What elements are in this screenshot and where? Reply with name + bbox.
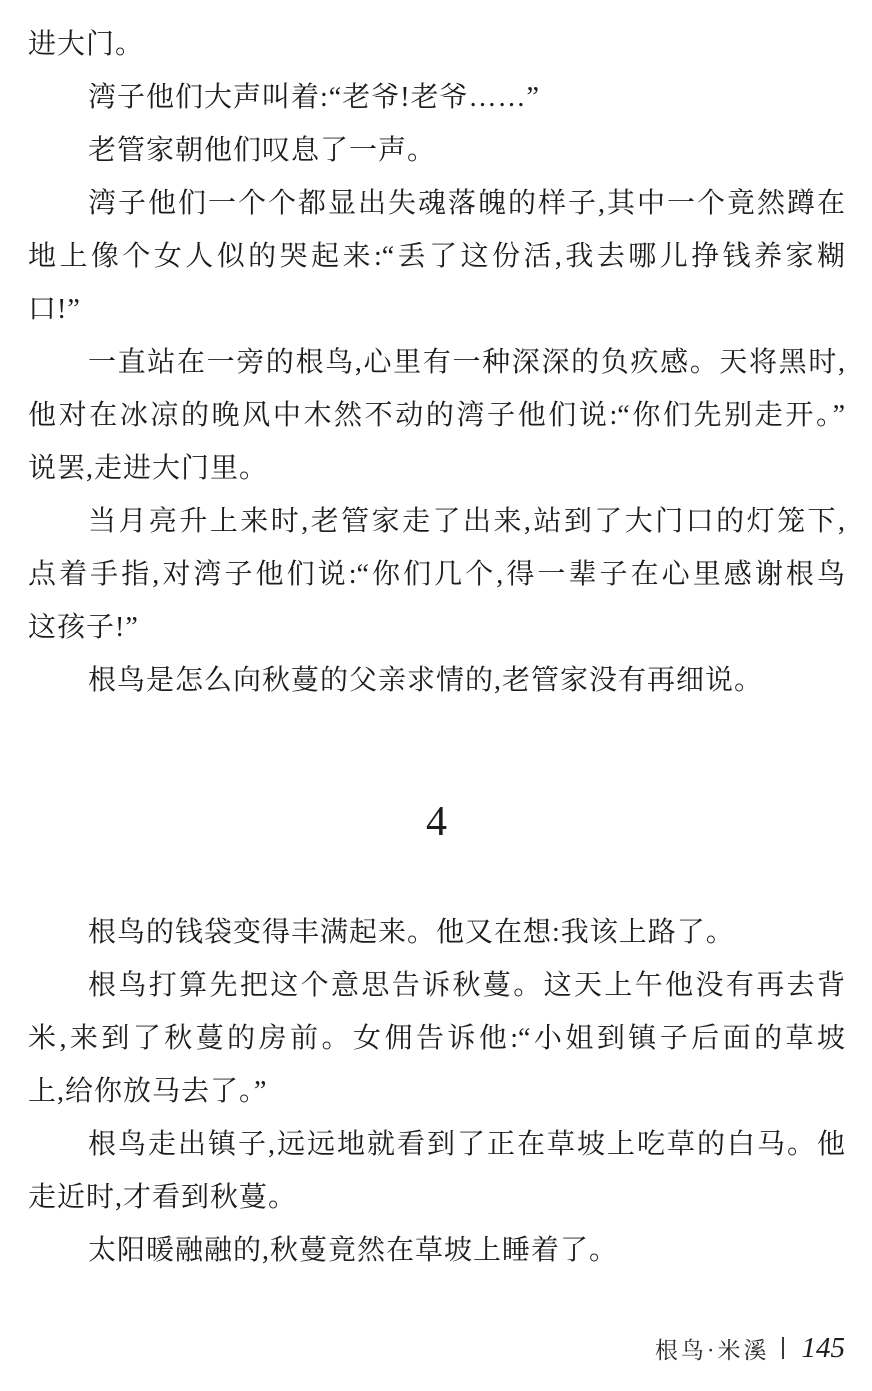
paragraph-line: 这孩子!”	[28, 612, 139, 643]
paragraph-line: 太阳暖融融的,秋蔓竟然在草坡上睡着了。	[88, 1235, 619, 1266]
paragraph-line: 湾子他们一个个都显出失魂落魄的样子,其中一个竟然蹲在	[88, 188, 845, 219]
paragraph-line: 米,来到了秋蔓的房前。女佣告诉他:“小姐到镇子后面的草坡	[28, 1023, 845, 1054]
paragraph-line: 根鸟的钱袋变得丰满起来。他又在想:我该上路了。	[88, 917, 735, 948]
paragraph-line: 上,给你放马去了。”	[28, 1076, 268, 1107]
paragraph-line: 湾子他们大声叫着:“老爷!老爷……”	[88, 82, 540, 113]
paragraph-line: 根鸟走出镇子,远远地就看到了正在草坡上吃草的白马。他	[88, 1129, 845, 1160]
paragraph-line: 一直站在一旁的根鸟,心里有一种深深的负疚感。天将黑时,	[88, 347, 845, 378]
section-number: 4	[426, 799, 447, 845]
paragraph-line: 进大门。	[28, 29, 145, 60]
page-number: 145	[801, 1331, 845, 1364]
paragraph-line: 他对在冰凉的晚风中木然不动的湾子他们说:“你们先别走开。”	[28, 400, 845, 431]
paragraph-line: 地上像个女人似的哭起来:“丢了这份活,我去哪儿挣钱养家糊	[28, 241, 845, 272]
paragraph-line: 根鸟是怎么向秋蔓的父亲求情的,老管家没有再细说。	[88, 665, 764, 696]
paragraph-line: 当月亮升上来时,老管家走了出来,站到了大门口的灯笼下,	[88, 506, 845, 537]
paragraph-line: 点着手指,对湾子他们说:“你们几个,得一辈子在心里感谢根鸟	[28, 559, 845, 590]
page-footer	[655, 1331, 845, 1365]
paragraph-line: 口!”	[28, 294, 81, 325]
section-1	[28, 18, 845, 707]
paragraph-line: 说罢,走进大门里。	[28, 453, 269, 484]
paragraph-line: 根鸟打算先把这个意思告诉秋蔓。这天上午他没有再去背	[88, 970, 845, 1001]
paragraph-line: 走近时,才看到秋蔓。	[28, 1182, 298, 1213]
book-and-chapter-label: 根鸟·米溪	[654, 1337, 770, 1363]
paragraph-line: 老管家朝他们叹息了一声。	[88, 135, 437, 166]
section-2	[28, 906, 845, 1277]
text-block	[28, 18, 845, 1277]
footer-divider	[782, 1337, 784, 1359]
